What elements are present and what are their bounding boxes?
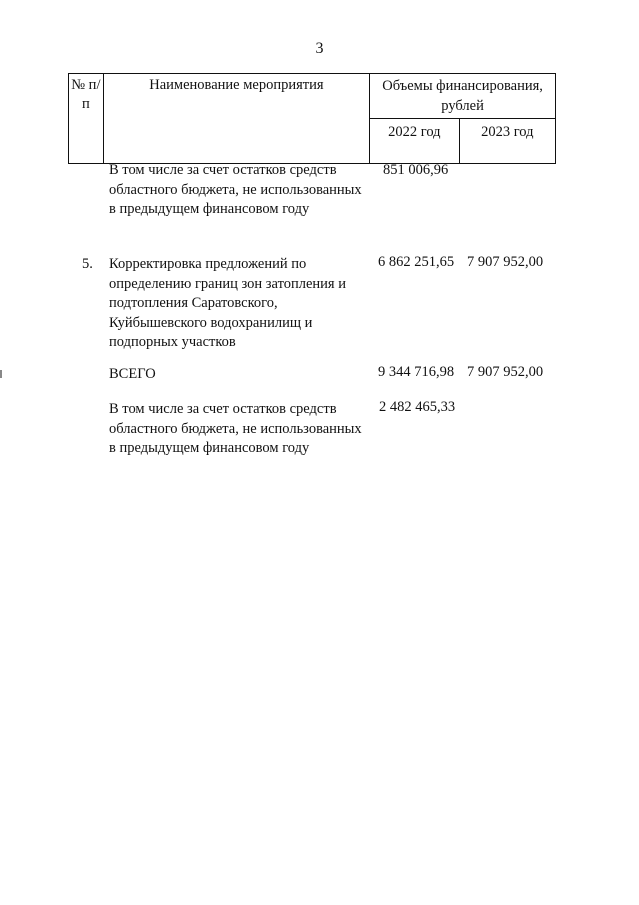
column-header-2022: 2022 год (370, 119, 459, 164)
row-value-2023: 7 907 952,00 (467, 254, 544, 270)
row-value-2022: 2 482 465,33 (379, 399, 456, 415)
row-total-value-2023: 7 907 952,00 (467, 364, 544, 380)
row-description: В том числе за счет остатков средств областного бюджета, не использованных в предыдущем финансовом году (109, 162, 362, 217)
column-header-number: № п/п (69, 74, 104, 164)
row-value-2022: 851 006,96 (383, 162, 449, 178)
row-description: Корректировка предложений по определению границ зон затопления и подтопления Саратовского, Куйбышевского водохранилищ и подпорных участков (109, 256, 346, 350)
column-header-funding: Объемы финансирования, рублей (370, 74, 556, 119)
scan-margin-mark (0, 370, 2, 378)
row-value-2022: 6 862 251,65 (378, 254, 455, 270)
column-header-name: Наименование мероприятия (103, 74, 369, 164)
funding-table-header (68, 73, 556, 164)
row-number: 5. (82, 256, 93, 272)
row-description: В том числе за счет остатков средств областного бюджета, не использованных в предыдущем финансовом году (109, 401, 362, 456)
row-total-label: ВСЕГО (109, 366, 156, 382)
column-header-2023: 2023 год (459, 119, 555, 164)
page-number: 3 (315, 40, 324, 57)
row-total-value-2022: 9 344 716,98 (378, 364, 455, 380)
